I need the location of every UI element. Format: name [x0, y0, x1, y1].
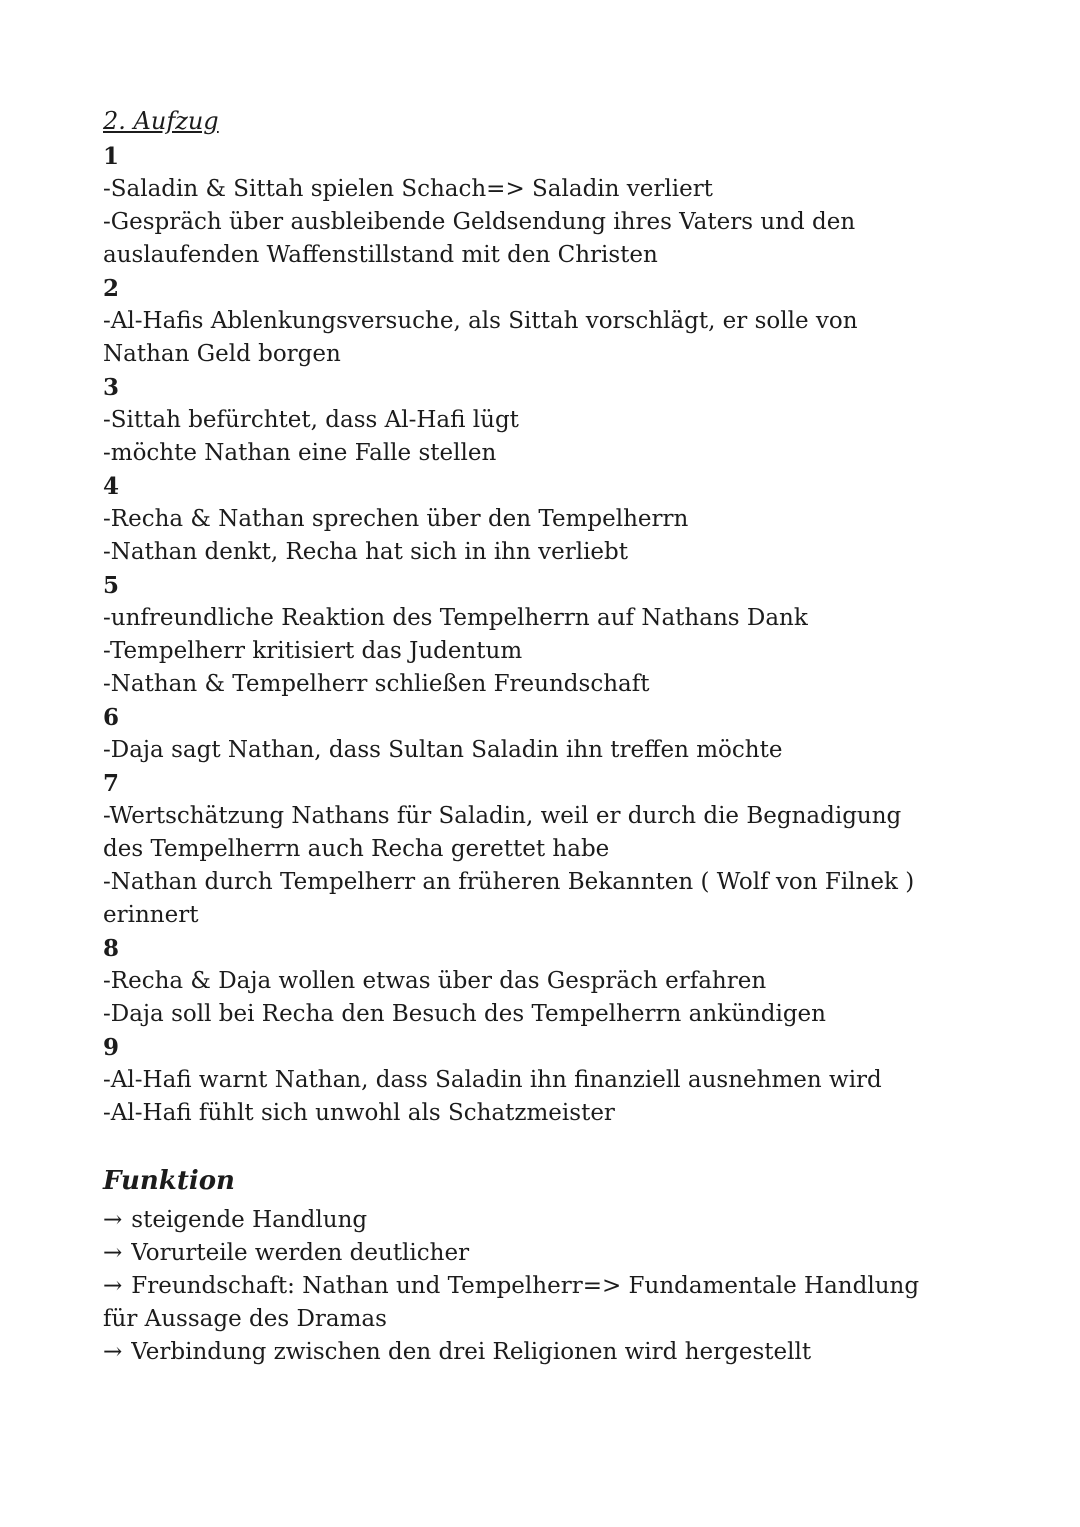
arrow-icon: →	[103, 1339, 123, 1365]
note-line: -Nathan durch Tempelherr an früheren Bekannten ( Wolf von Filnek ) erinnert	[103, 869, 915, 928]
note-line: -Tempelherr kritisiert das Judentum	[103, 638, 523, 664]
note-line: -Nathan denkt, Recha hat sich in ihn verliebt	[103, 539, 629, 565]
note-line: -Recha & Daja wollen etwas über das Gespräch erfahren	[103, 968, 767, 994]
arrow-icon: →	[103, 1240, 123, 1266]
scene-number: 8	[103, 935, 120, 962]
note-line: -Recha & Nathan sprechen über den Tempelherrn	[103, 506, 689, 532]
arrow-icon: →	[103, 1207, 123, 1233]
funktion-item	[103, 1204, 948, 1237]
funktion-item	[103, 1237, 948, 1270]
scene-section-2	[103, 272, 965, 371]
note-line: -Al-Hafis Ablenkungsversuche, als Sittah vorschlägt, er solle von Nathan Geld borgen	[103, 308, 858, 367]
note-line: -Gespräch über ausbleibende Geldsendung ihres Vaters und den auslaufenden Waffenstillstand mit den Christen	[103, 209, 856, 268]
funktion-item-text: Freundschaft: Nathan und Tempelherr=> Fundamentale Handlung für Aussage des Dramas	[103, 1273, 920, 1332]
funktion-item-text: Vorurteile werden deutlicher	[131, 1240, 470, 1266]
funktion-item	[103, 1336, 948, 1369]
note-line: -Nathan & Tempelherr schließen Freundschaft	[103, 671, 650, 697]
scene-number: 6	[103, 704, 120, 731]
scene-section-1	[103, 140, 965, 272]
scene-number: 7	[103, 770, 120, 797]
scene-number: 9	[103, 1034, 120, 1061]
scene-number: 4	[103, 473, 120, 500]
scene-number: 5	[103, 572, 120, 599]
note-line: -Wertschätzung Nathans für Saladin, weil er durch die Begnadigung des Tempelherrn auch Recha gerettet habe	[103, 803, 902, 862]
scene-number: 3	[103, 374, 120, 401]
note-line: -möchte Nathan eine Falle stellen	[103, 440, 497, 466]
page-title: 2. Aufzug	[103, 107, 219, 135]
note-line: -unfreundliche Reaktion des Tempelherrn auf Nathans Dank	[103, 605, 808, 631]
arrow-icon: →	[103, 1273, 123, 1299]
funktion-heading: Funktion	[103, 1166, 235, 1196]
note-line: -Al-Hafi fühlt sich unwohl als Schatzmeister	[103, 1100, 615, 1126]
scene-section-3	[103, 371, 965, 470]
funktion-item-text: Verbindung zwischen den drei Religionen wird hergestellt	[131, 1339, 812, 1365]
scene-section-7	[103, 767, 965, 932]
scene-section-8	[103, 932, 965, 1031]
note-line: -Saladin & Sittah spielen Schach=> Saladin verliert	[103, 176, 713, 202]
note-line: -Sittah befürchtet, dass Al-Hafi lügt	[103, 407, 519, 433]
funktion-item-text: steigende Handlung	[131, 1207, 368, 1233]
scene-section-5	[103, 569, 965, 701]
note-line: -Daja sagt Nathan, dass Sultan Saladin ihn treffen möchte	[103, 737, 783, 763]
funktion-item	[103, 1270, 948, 1336]
scene-section-9	[103, 1031, 965, 1130]
note-line: -Al-Hafi warnt Nathan, dass Saladin ihn finanziell ausnehmen wird	[103, 1067, 882, 1093]
note-line: -Daja soll bei Recha den Besuch des Tempelherrn ankündigen	[103, 1001, 826, 1027]
funktion-section	[103, 1162, 965, 1369]
scene-section-4	[103, 470, 965, 569]
scene-number: 2	[103, 275, 120, 302]
scene-number: 1	[103, 143, 120, 170]
scene-section-6	[103, 701, 965, 767]
